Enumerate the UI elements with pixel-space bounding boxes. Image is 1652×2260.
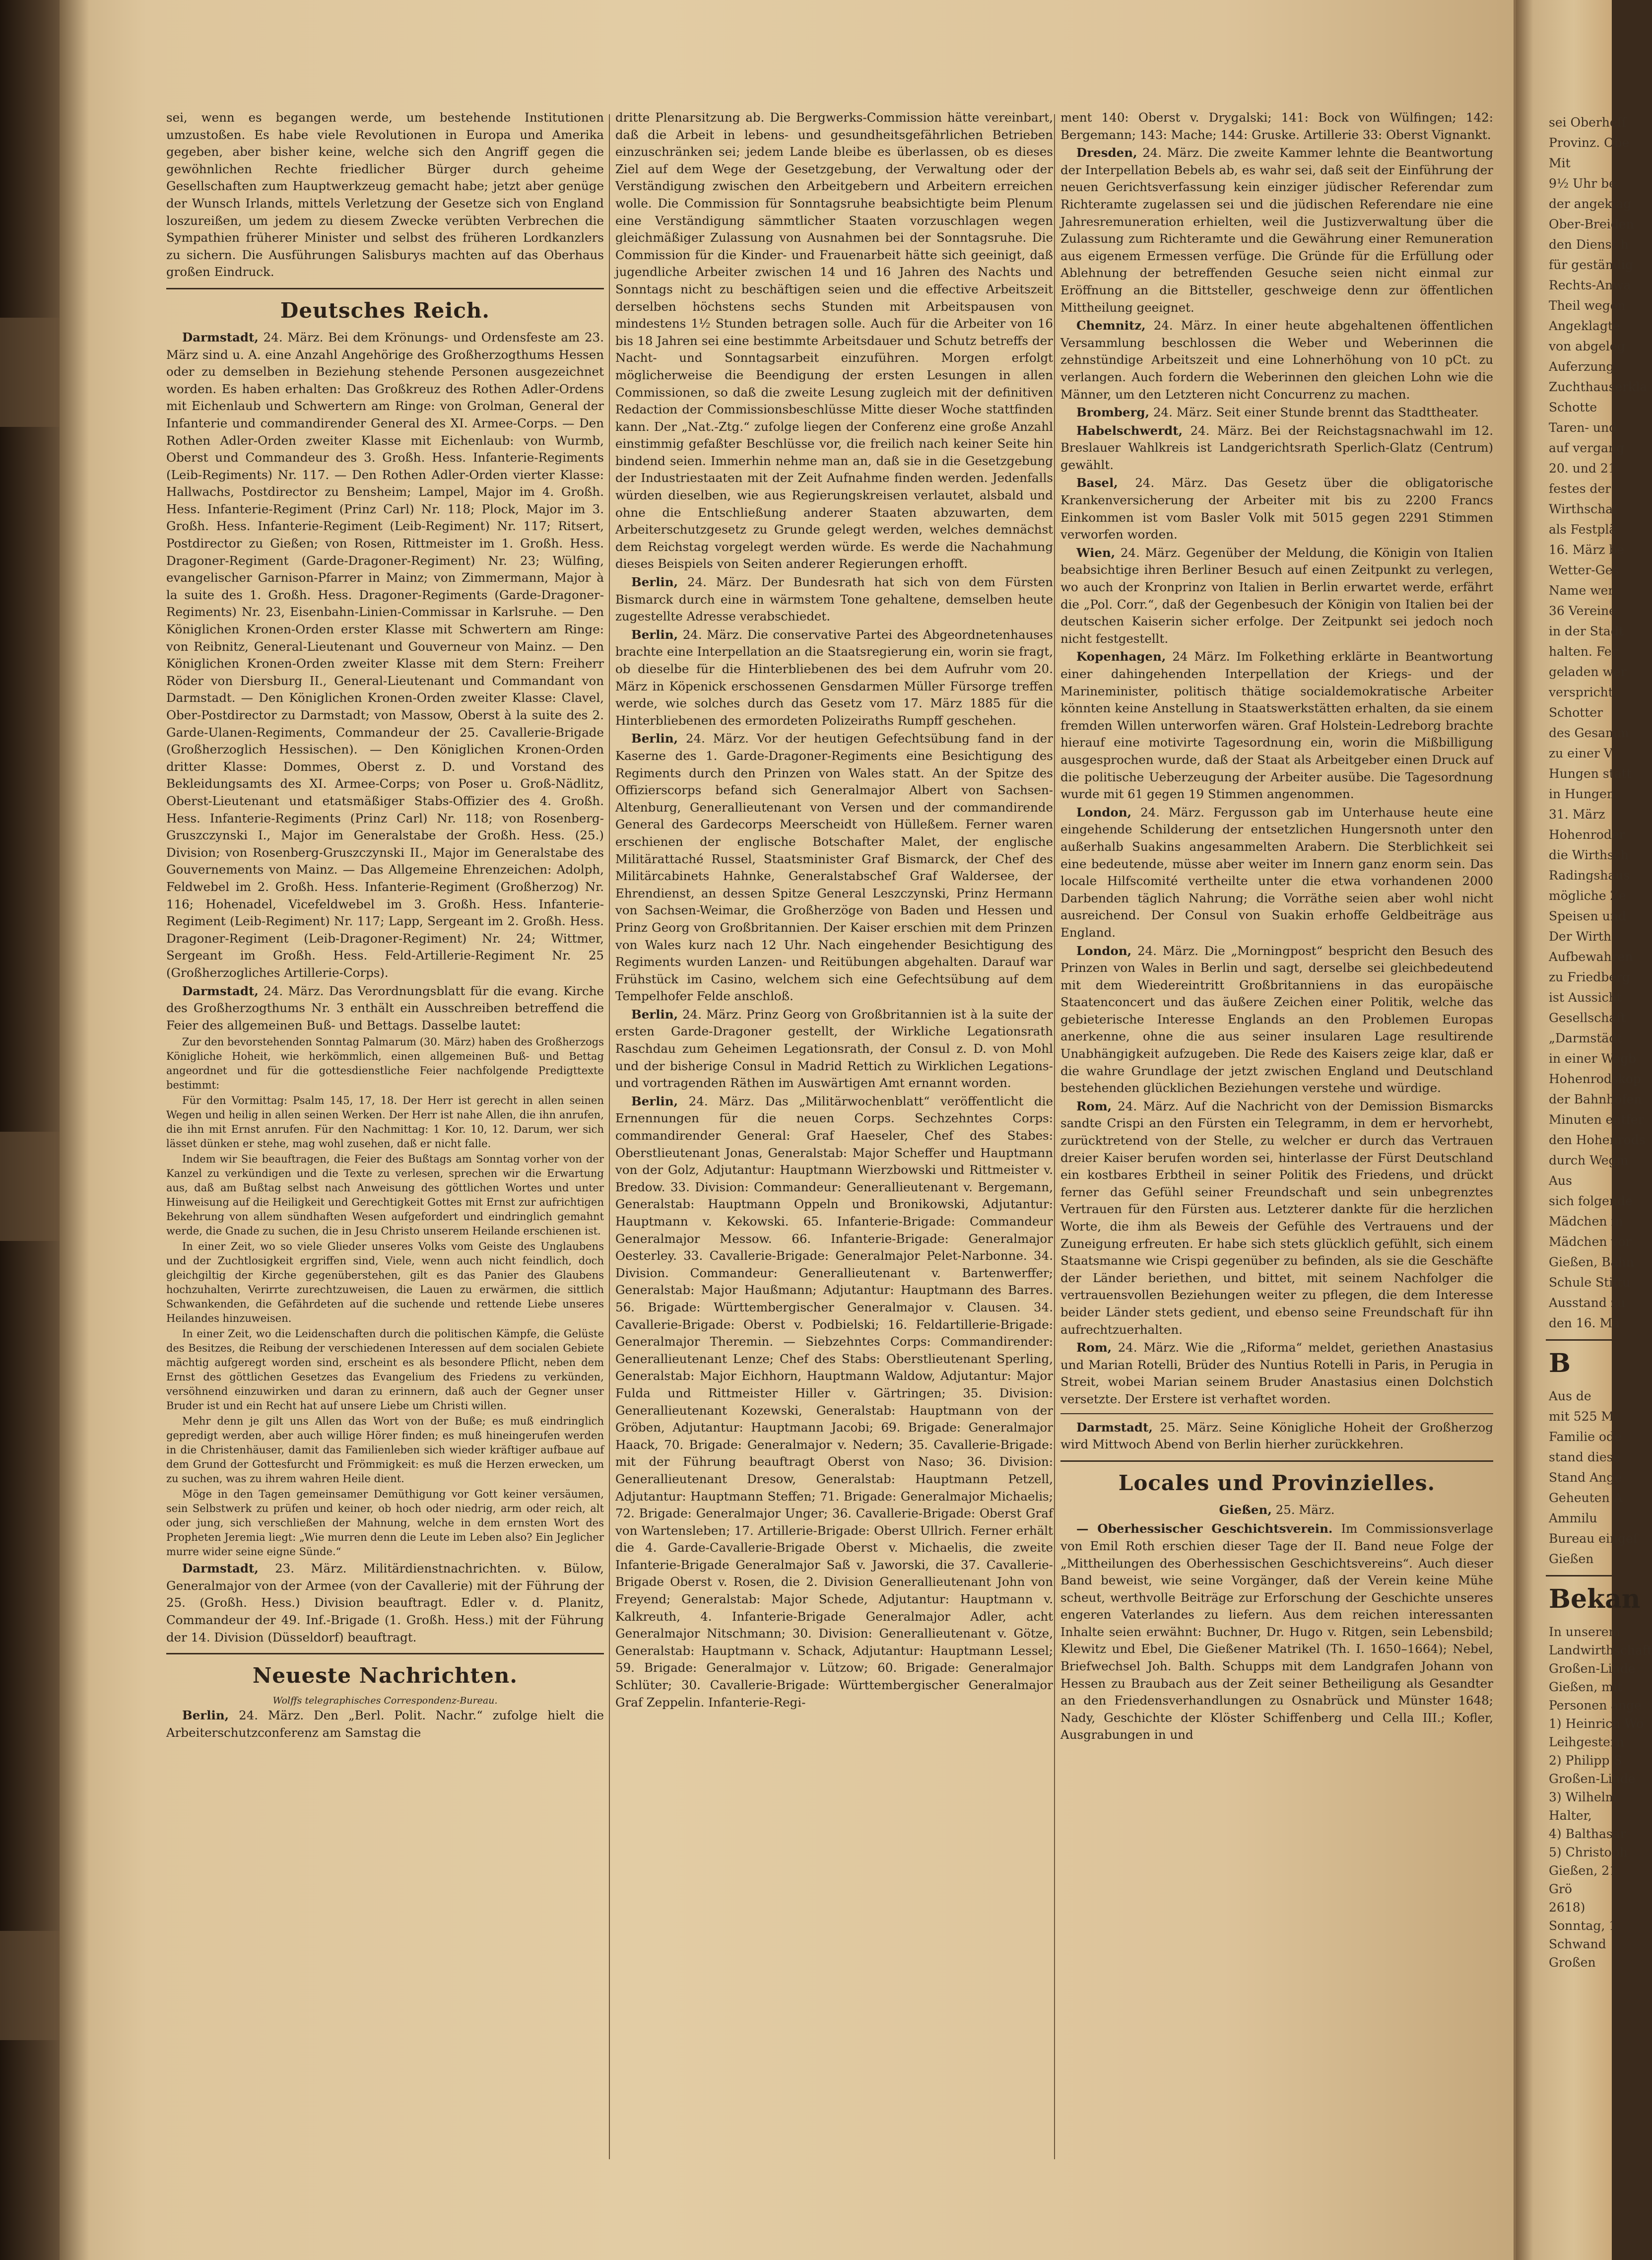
decree-text — [166, 1035, 604, 1559]
fragment-line: Aus — [1549, 1173, 1572, 1188]
decree-paragraph: Zur den bevorstehenden Sonntag Palmarum (30. März) haben des Großherzogs Königliche Hoheit, wie herkömmlich, einen allgemeinen Buß- und Bettag angeordnet und für die gottesdienstliche Feier nachfolgende Predigttexte bestimmt: — [166, 1036, 604, 1092]
fragment-line: des Gesamm — [1549, 726, 1629, 740]
dateline: Berlin, — [631, 1094, 678, 1108]
fragment-line: Gießen, mit — [1549, 1680, 1622, 1694]
article-berlin-conference — [166, 1707, 604, 1741]
fragment-line: Gießen, 21 — [1549, 1863, 1618, 1878]
local-dateline — [1060, 1502, 1493, 1519]
paragraph-lead: sei, wenn es begangen werde, um bestehende Institutionen umzustoßen. Es habe viele Revolutionen in Europa und Amerika gegeben, aber bisher keine, welche sich den Angriff gegen die gewöhnlichen Rechte friedlicher Bürger durch geheime Gesellschaften zum Hauptwerkzeug gemacht habe; jetzt aber genüge der Wunsch Irlands, mittels Verletzung der Gesetze sich von England loszureißen, um jedem zu diesem Zwecke verübten Verbrechen die Sympathien früherer Minister und selbst des früheren Lordkanzlers zu sichern. Die Ausführungen Salisburys machten auf das Oberhaus großen Eindruck. — [166, 110, 604, 279]
fragment-line: Ausstand zu — [1549, 1296, 1626, 1310]
fragment-line: die Wirthsch — [1549, 848, 1629, 862]
fragment-line: zu Friedberg — [1549, 970, 1631, 984]
fragment-line: stand diese — [1549, 1450, 1621, 1464]
fragment-line: Großen-Linde — [1549, 1772, 1636, 1786]
fragment-rule — [1546, 1339, 1612, 1341]
fragment-line: auf vergang — [1549, 441, 1625, 455]
fragment-line: In unserem — [1549, 1625, 1621, 1639]
dateline: Berlin, — [631, 627, 678, 642]
article-prince-wales-review — [615, 730, 1053, 1005]
fragment-rule — [1546, 1575, 1612, 1576]
article-text: 24. März. Seit einer Stunde brennt das Stadttheater. — [1153, 405, 1479, 420]
section-divider — [1060, 1413, 1493, 1414]
fragment-line: halten. Fer — [1549, 644, 1618, 659]
fragment-line: Gießen — [1549, 1552, 1594, 1566]
fragment-line: 2618) — [1549, 1900, 1586, 1915]
decree-paragraph: Mehr denn je gilt uns Allen das Wort von der Buße; es muß eindringlich gepredigt werden, aber auch willige Hörer finden; es muß hineingerufen werden in die Christenhäuser, damit das Familienleben sich wieder kräftiger aufbaue auf dem Grund der Gottesfurcht und Frömmigkeit: es muß die Herzen erwecken, um zu suchen, was zu ihrem wahren Heile dient. — [166, 1415, 604, 1485]
dateline: Chemnitz, — [1076, 318, 1146, 333]
article-militaerwochenblatt — [615, 1093, 1053, 1711]
article-london-famine — [1060, 804, 1493, 942]
fragment-line: „Darmstädt — [1549, 1031, 1622, 1045]
fragment-line: der Bahnhöfen — [1549, 1092, 1642, 1106]
section-title-deutsches-reich: Deutsches Reich. — [280, 298, 490, 323]
article-geschichtsverein — [1060, 1520, 1493, 1744]
dateline: Wien, — [1076, 545, 1116, 560]
fragment-line: Hungen statt — [1549, 766, 1632, 781]
article-kopenhagen — [1060, 648, 1493, 803]
article-chemnitz — [1060, 317, 1493, 403]
column-3 — [1060, 109, 1493, 2169]
article-wien — [1060, 545, 1493, 648]
fragment-line: Gesellschaft — [1549, 1011, 1626, 1025]
fragment-line: Grö — [1549, 1882, 1572, 1896]
article-text: 24. März. Den „Berl. Polit. Nachr.“ zufolge hielt die Arbeiterschutzconferenz am Samstag die — [166, 1708, 604, 1740]
fragment-line: in Hungen — [1549, 787, 1615, 801]
decree-paragraph: Für den Vormittag: Psalm 145, 17, 18. Der Herr ist gerecht in allen seinen Wegen und heilig in allen seinen Werken. Der Herr ist nahe Allen, die ihn anrufen, die ihn mit Ernst anrufen. Für den Nachmittag: 1 Kor. 10, 12. Darum, wer sich lässet dünken er stehe, mag wohl zusehen, daß er nicht falle. — [166, 1095, 604, 1150]
dateline-place: Gießen, — [1219, 1502, 1272, 1517]
fragment-line: Taren- und — [1549, 420, 1617, 435]
fragment-line: 2) Philipp S — [1549, 1753, 1622, 1768]
fragment-line: ist Aussicht — [1549, 990, 1622, 1005]
section-divider — [1060, 1460, 1493, 1462]
fragment-line: 36 Vereine — [1549, 604, 1616, 618]
fragment-line: 1) Heinrich Wo — [1549, 1716, 1644, 1731]
fragment-line: den 16. Mä — [1549, 1316, 1620, 1330]
fragment-heading: Bekan — [1549, 1584, 1641, 1614]
article-text: 24. März. Wie die „Riforma“ meldet, geriethen Anastasius und Marian Rotelli, Brüder des Nuntius Rotelli in Paris, in Perugia in Streit, wobei Marian seinem Bruder Anastasius einen Dolchstich versetzte. Der Erstere ist verhaftet worden. — [1060, 1340, 1493, 1406]
article-darmstadt-grossherzog — [1060, 1419, 1493, 1453]
article-continuation: ment 140: Oberst v. Drygalski; 141: Bock von Wülfingen; 142: Bergemann; 143: Mache; 144: Gruske. Artillerie 33: Oberst Vignankt. — [1060, 110, 1493, 142]
article-text: 24. März. Fergusson gab im Unterhause heute eine eingehende Schilderung der entsetzlichen Hungersnoth unter den außerhalb Suakins angesammelten Arabern. Die Sterblichkeit sei eine bedeutende, müsse aber weiter im Innern ganz enorm sein. Das locale Hilfscomité vertheilte unter die etwa vorhandenen 2000 Darbenden täglich Nahrung; die Vorräthe seien aber wohl nicht ausreichend. Der Consul von Suakin erhoffe Geldbeiträge aus England. — [1060, 805, 1493, 940]
article-bromberg — [1060, 404, 1493, 421]
column-rule-1 — [609, 114, 610, 2159]
dateline: Habelschwerdt, — [1076, 423, 1183, 438]
article-darmstadt-orders — [166, 329, 604, 982]
fragment-line: 31. März — [1549, 807, 1605, 822]
decree-paragraph: Indem wir Sie beauftragen, die Feier des Bußtags am Sonntag vorher von der Kanzel zu verkündigen und die Texte zu verlesen, sprechen wir die Erwartung aus, daß am Bußtag selbst nach Anweisung des göttlichen Wortes und unter Hinweisung auf die Heiligkeit und Gerechtigkeit Gottes mit Ernst zur aufrichtigen Bekehrung von allem sündhaften Wesen aufgefordert und eindringlich gemahnt werde, die Gnade zu suchen, die in Jesu Christo unserem Heilande erschienen ist. — [166, 1153, 604, 1237]
fragment-line: sich folgende — [1549, 1194, 1633, 1208]
fragment-line: Speisen und — [1549, 909, 1626, 923]
fragment-line: Schotte — [1549, 400, 1597, 414]
dateline: Darmstadt, — [1076, 1420, 1153, 1435]
article-text: 24. März. Das „Militärwochenblatt“ veröffentlicht die Ernennungen für die neuen Corps. Sechzehntes Corps: commandirender General: Graf Haeseler, Chef des Stabes: Oberstlieutenant Jonas, Generalstab: Major Scheffer und Hauptmann von der Golz, Adjutantur: Hauptmann Wierzbowski und Rittmeister v. Bredow. 33. Division: Commandeur: Generallieutenant v. Bergemann, Generalstab: Hauptmann Oppeln und Bronikowski, Adjutantur: Hauptmann v. Kekowski. 65. Infanterie-Brigade: Commandeur Generalmajor Messow. 66. Infanterie-Brigade: Generalmajor Oesterley. 33. Cavallerie-Brigade: Generalmajor Pelet-Narbonne. 34. Division. Commandeur: Generallieutenant v. Bartenwerffer; Generalstab: Major Haußmann; Adjutantur: Hauptmann des Barres. 56. Brigade: Württembergischer Generalmajor v. Clausen. 34. Cavallerie-Brigade: Oberst v. Podbielski; 16. Feldartillerie-Brigade: Generalmajor Theremin. — Siebzehntes Corps: Commandirender: Generallieutenant Lenze; Chef des Stabs: Oberstlieutenant Sperling, Generalstab: Major Eichhorn, Hauptmann Waldow, Adjutantur: Major Fulda und Rittmeister Hiller v. Gärtringen; 35. Division: Generallieutenant Kozewski, Generalstab: Hauptmann von der Gröben, Adjutantur: Hauptmann Jacobi; 69. Brigade: Generalmajor Haack, 70. Brigade: Generalmajor v. Nedern; 35. Cavallerie-Brigade: mit der Führung beauftragt Oberst von Naso; 36. Division: Generallieutenant Dresow, Generalstab: Hauptmann Petzell, Adjutantur: Hauptmann Steffen; 71. Brigade: Generalmajor Michaelis; 72. Brigade: Generalmajor Unger; 36. Cavallerie-Brigade: Oberst Graf von Wartensleben; 17. Artillerie-Brigade: Oberst Ullrich. Ferner erhält die 4. Garde-Cavallerie-Brigade Oberst v. Michaelis, die zweite Infanterie-Brigade Generalmajor Saß v. Jaworski, die 37. Cavallerie-Brigade Oberst v. Rosen, die 2. Division Generallieutenant John von Freyend; Generalstab: Major Schede, Adjutantur: Hauptmann v. Kalkreuth, 4. Infanterie-Brigade Generalmajor Adler, acht Generalmajor Nitschmann; 30. Division: Generallieutenant v. Götze, Generalstab: Hauptmann v. Schack, Adjutantur: Hauptmann Lessel; 59. Brigade: Generalmajor v. Lützow; 60. Brigade: Generalmajor Schlüter; 30. Cavallerie-Brigade: Württembergischer Generalmajor Graf Zeppelin. Infanterie-Regi- — [615, 1094, 1053, 1710]
dateline: Berlin, — [182, 1708, 229, 1723]
fragment-line: Ober-Breiden — [1549, 217, 1634, 231]
fragment-line: Aufbewahren — [1549, 950, 1633, 964]
article-rom-riforma — [1060, 1339, 1493, 1408]
fragment-line: Gießen, Bahn — [1549, 1255, 1634, 1269]
dateline: Darmstadt, — [182, 330, 259, 344]
article-text: 24. März. In einer heute abgehaltenen öffentlichen Versammlung beschlossen die Weber und Weberinnen die zehnstündige Arbeitszeit und eine Lohnerhöhung von 10 pCt. zu verlangen. Auch fordern die Weberinnen den gleichen Lohn wie die Männer, um den Letzteren nicht Concurrenz zu machen. — [1060, 318, 1493, 402]
fragment-line: Rechts-Anwa — [1549, 278, 1631, 292]
fragment-line: Wirthschaf — [1549, 502, 1618, 516]
article-london-morningpost — [1060, 943, 1493, 1097]
section-divider — [166, 288, 604, 289]
fragment-line: Aus de — [1549, 1389, 1591, 1403]
decree-paragraph: In einer Zeit, wo die Leidenschaften durch die politischen Kämpfe, die Gelüste des Besitzes, die Reibung der verschiedenen Interessen auf dem socialen Gebiete mächtig aufgeregt worden sind, erscheint es als besondere Pflicht, neben dem Ernst des göttlichen Gesetzes das Evangelium des Friedens zu verkünden, versöhnend einzuwirken und daran zu erinnern, daß auch der Gegner unser Bruder ist und ein Recht hat auf unsere Liebe um Christi willen. — [166, 1328, 604, 1412]
article-text: 24. März. Bei der Reichstagsnachwahl im 12. Breslauer Wahlkreis ist Landgerichtsrath Sperlich-Glatz (Centrum) gewählt. — [1060, 423, 1493, 472]
fragment-line: geladen wer — [1549, 665, 1627, 679]
fragment-line: Ammilu — [1549, 1511, 1597, 1525]
fragment-line: Familie ode — [1549, 1430, 1622, 1444]
article-text: 24. März. Das Gesetz über die obligatorische Krankenversicherung der Arbeiter mit bis zu 2200 Francs Einkommen ist vom Basler Volk mit 5015 gegen 2291 Stimmen verworfen worden. — [1060, 476, 1493, 542]
gutter-shadow — [60, 0, 89, 2260]
fragment-line: Großen — [1549, 1955, 1596, 1970]
article-darmstadt-military — [166, 1560, 604, 1646]
fragment-line: als Festplä — [1549, 522, 1617, 537]
fragment-line: den Dienst h — [1549, 237, 1629, 252]
fragment-line: der angeklag — [1549, 197, 1632, 211]
section-divider — [166, 1653, 604, 1654]
section-title-locales: Locales und Provinzielles. — [1118, 1470, 1436, 1495]
article-text: 24. März. Auf die Nachricht von der Demission Bismarcks sandte Crispi an den Fürsten ein Telegramm, in dem er hervorhebt, zurücktretend von der Stelle, zu welcher er durch das Vertrauen dreier Kaiser berufen worden sei, hinterlasse der Fürst Deutschland ein kostbares Erbtheil in seiner Politik des Friedens, und drückt ferner das Gefühl seiner Freundschaft und sein unbegrenztes Vertrauen für den Fürsten aus. Letzterer dankte für die herzlichen Worte, die ihm als Beweis der Gefühle des Vertrauens und der Zuneigung erfreuten. Er habe sich stets glücklich gefühlt, sich einem Staatsmanne wie Crispi gegenüber zu befinden, als sie die Geschäfte der Länder beriethen, und bittet, mit seinem Nachfolger die vertrauensvollen Beziehungen weiter zu pflegen, die dem Interesse beider Länder stets gedient, und ebenso seine Freundschaft für ihn aufrechtzuerhalten. — [1060, 1098, 1493, 1337]
fragment-line: durch Wegm — [1549, 1153, 1629, 1167]
dateline: Rom, — [1076, 1340, 1112, 1355]
article-bundesrath — [615, 574, 1053, 625]
decree-paragraph: Möge in den Tagen gemeinsamer Demüthigung vor Gott keiner versäumen, sein Selbstwerk zu prüfen und keiner, ob hoch oder niedrig, arm oder reich, alt oder jung, sich verschließen der Mahnung, welche in dem ernsten Wort des Propheten Jeremia liegt: „Wie murren denn die Leute im Leben also? Ein Jeglicher murre wider seine eigne Sünde.“ — [166, 1488, 604, 1558]
fragment-line: Angeklagte — [1549, 319, 1620, 333]
article-lead-title: — Oberhessischer Geschichtsverein. — [1076, 1521, 1333, 1536]
dateline: Berlin, — [631, 575, 678, 590]
article-text: 24. März. Bei dem Krönungs- und Ordensfeste am 23. März sind u. A. eine Anzahl Angehörige des Großherzogthums Hessen oder zu demselben in Beziehung stehende Personen ausgezeichnet worden. Es haben erhalten: Das Großkreuz des Rothen Adler-Ordens mit Eichenlaub und Schwertern am Ringe: von Grolman, General der Infanterie und commandirender General des XI. Armee-Corps. — Den Rothen Adler-Orden zweiter Klasse mit Eichenlaub: von Wurmb, Oberst und Commandeur des 3. Großh. Hess. Infanterie-Regiments (Leib-Regiments) Nr. 117. — Den Rothen Adler-Orden vierter Klasse: Hallwachs, Postdirector zu Bensheim; Lampel, Major im 4. Großh. Hess. Infanterie-Regiment (Prinz Carl) Nr. 118; Plock, Major im 3. Großh. Hess. Infanterie-Regiment (Leib-Regiment) Nr. 117; Ritsert, Postdirector zu Gießen; von Rosen, Rittmeister im 1. Großh. Hess. Dragoner-Regiment (Garde-Dragoner-Regiment) Nr. 23; Wülfing, evangelischer Garnison-Pfarrer in Mainz; von Zimmermann, Major à la suite des 1. Großh. Hess. Dragoner-Regiments (Garde-Dragoner-Regiments) Nr. 23, Eisenbahn-Linien-Commissar in Karlsruhe. — Den Königlichen Kronen-Orden erster Klasse mit Schwertern am Ringe: von Reibnitz, General-Lieutenant und Gouverneur von Mainz. — Den Königlichen Kronen-Orden zweiter Klasse mit dem Stern: Freiherr Röder von Diersburg II., General-Lieutenant und Commandant von Darmstadt. — Den Königlichen Kronen-Orden zweiter Klasse: Clavel, Ober-Postdirector zu Darmstadt; von Massow, Oberst à la suite des 2. Garde-Ulanen-Regiments, Commandeur der 25. Cavallerie-Brigade (Großherzoglich Hessischen). — Den Königlichen Kronen-Orden dritter Klasse: Dommes, Oberst z. D. und Vorstand des Bekleidungsamts des XI. Armee-Corps; von Poser u. Groß-Nädlitz, Oberst-Lieutenant und etatsmäßiger Stabs-Offizier des 4. Großh. Hess. Infanterie-Regiments (Prinz Carl) Nr. 118; von Rosenberg-Gruszczynski I., Major im Generalstabe der Großh. Hess. (25.) Division; von Rosenberg-Gruszczynski II., Major im Generalstabe des Gouvernements von Mainz. — Das Allgemeine Ehrenzeichen: Adolph, Feldwebel im 2. Großh. Hess. Infanterie-Regiment (Großherzog) Nr. 116; Hohenadel, Vicefeldwebel im 3. Großh. Hess. Infanterie-Regiment (Leib-Regiment) Nr. 117; Lapp, Sergeant im 2. Großh. Hess. Dragoner-Regiment (Leib-Dragoner-Regiment) Nr. 24; Wittmer, Sergeant im Großh. Hess. Feld-Artillerie-Regiment Nr. 25 (Großherzogliches Artillerie-Corps). — [166, 330, 604, 980]
fragment-line: den Hohenrods — [1549, 1133, 1646, 1147]
column-rule-2 — [1054, 114, 1055, 2159]
dateline: Berlin, — [631, 1007, 678, 1022]
fragment-line: Sonntag, 1 — [1549, 1918, 1617, 1933]
article-text: 24. März. Die zweite Kammer lehnte die Beantwortung der Interpellation Bebels ab, es wahr sei, daß seit der Einführung der neuen Gerichtsverfassung kein einziger jüdischer Referendar zum Richteramte zugelassen sei und die jüdischen Referendare nie eine Jahresremuneration erhielten, weil die Justizverwaltung über die Zulassung zum Richteramte und die Gewährung einer Remuneration aus eigenem Ermessen verfüge. Die Gründe für die Erfüllung oder Ablehnung der betreffenden Gesuche seien nicht einmal zur Eröffnung an die Bittsteller, geschweige denn zur öffentlichen Mittheilung geeignet. — [1060, 145, 1493, 315]
fragment-line: mit 525 M — [1549, 1409, 1614, 1424]
fragment-line: Mädchen vor — [1549, 1234, 1632, 1249]
fragment-line: Hohenroder — [1549, 827, 1625, 842]
fragment-line: Leihgestern — [1549, 1735, 1625, 1749]
fragment-line: Mädchen in — [1549, 1214, 1623, 1229]
article-text: 24. März. Die „Morningpost“ bespricht den Besuch des Prinzen von Wales in Berlin und sagt, derselbe sei gleichbedeutend mit dem Wiedereintritt Großbritanniens in das europäische Staatenconcert und das äußere Zeichen einer Politik, welche das gebieterische Interesse Englands an den Problemen Europas anerkenne, ohne die aus seiner insularen Lage resultirende Unabhängigkeit aufzugeben. Die Rede des Kaisers zeige klar, daß er die wahre Grundlage der jetzt zwischen England und Deutschland bestehenden glücklichen Beziehungen verstehe und würdige. — [1060, 943, 1494, 1096]
fragment-line: Minuten entfer — [1549, 1112, 1644, 1127]
article-darmstadt-busstag — [166, 983, 604, 1034]
article-text: 23. März. Militärdienstnachrichten. v. Bülow, Generalmajor von der Armee (von der Cavallerie) mit der Führung der 25. (Großh. Hess.) Division beauftragt. Edler v. d. Planitz, Commandeur der 49. Inf.-Brigade (1. Großh. Hess.) mit der Führung der 14. Division (Düsseldorf) beauftragt. — [166, 1561, 604, 1644]
fragment-line: in der Stadt — [1549, 624, 1624, 638]
fragment-line: festes der — [1549, 481, 1611, 496]
fragment-line: Personen ange — [1549, 1698, 1642, 1712]
article-text: 24. März. Das Verordnungsblatt für die evang. Kirche des Großherzogthums Nr. 3 enthält ein Ausschreiben betreffend die Feier des allgemeinen Buß- und Bettags. Dasselbe lautet: — [166, 983, 604, 1032]
fragment-line: Schwand — [1549, 1937, 1606, 1951]
fragment-line: Wetter-Ges — [1549, 563, 1619, 577]
article-text: 25. März. Seine Königliche Hoheit der Großherzog wird Mittwoch Abend von Berlin hierher zurückkehren. — [1060, 1420, 1493, 1452]
article-conservative-party — [615, 626, 1053, 730]
fragment-line: Landwirthschaft — [1549, 1643, 1652, 1657]
fragment-line: Großen-Linde — [1549, 1661, 1636, 1676]
column-1 — [166, 109, 604, 2169]
fragment-line: in einer Wegb — [1549, 1051, 1637, 1066]
fragment-line: Halter, — [1549, 1808, 1592, 1823]
dateline: London, — [1076, 805, 1132, 820]
fragment-line: 16. März be — [1549, 543, 1625, 557]
article-text: 24. März. Vor der heutigen Gefechtsübung fand in der Kaserne des 1. Garde-Dragoner-Regiments eine Besichtigung des Regiments durch den Prinzen von Wales statt. An der Spitze des Offizierscorps befand sich Generalmajor Albert von Sachsen-Altenburg, Generallieutenant von Versen und der commandirende General des Gardecorps Meerscheidt von Hülleßem. Ferner waren erschienen der englische Botschafter Malet, der englische Militärattaché Russel, Staatsminister Graf Bismarck, der Chef des Militärcabinets Hahnke, Generalstabschef Graf Waldersee, der Ehrendienst, an dessen Spitze General Leszczynski, Prinz Hermann von Sachsen-Weimar, die Großherzöge von Baden und Hessen und Prinz Georg von Großbritannien. Der Kaiser erschien mit dem Prinzen von Wales kurz nach 12 Uhr. Nach eingehender Besichtigung des Regiments wurden Lanzen- und Reitübungen abgehalten. Darauf war Frühstück im Casino, welchem sich eine Gefechtsübung auf dem Tempelhofer Felde anschloß. — [615, 731, 1053, 1004]
fragment-line: sei Oberheſſ — [1549, 115, 1627, 130]
fragment-line: Bureau eingeſ — [1549, 1531, 1638, 1546]
column-2 — [615, 109, 1053, 2169]
article-text: 24. März. Die conservative Partei des Abgeordnetenhauses brachte eine Interpellation an die Staatsregierung ein, worin sie fragt, ob dieselbe für die Hinterbliebenen des bei dem Aufruhr vom 20. März in Köpenick erschossenen Gensdarmen Müller Fürsorge treffen werde, wie solches durch das Gesetz vom 17. März 1885 für die Hinterbliebenen des ermordeten Polizeiraths Rumpff geschehen. — [615, 627, 1053, 728]
decree-paragraph: In einer Zeit, wo so viele Glieder unseres Volks vom Geiste des Unglaubens und der Zuchtlosigkeit ergriffen sind, Viele, wenn auch nicht feindlich, doch gleichgiltig der Kirche gegenüberstehen, gilt es das Panier des Glaubens hochzuhalten, Verirrte zurechtzuweisen, die Lauen zu erwärmen, die sittlich Schwankenden, die Gefährdeten auf die suchende und rettende Liebe unseres Heilandes hinzuweisen. — [166, 1240, 604, 1325]
article-habelschwerdt — [1060, 422, 1493, 474]
article-basel — [1060, 475, 1493, 543]
dateline: Berlin, — [631, 731, 678, 746]
fragment-line: verspricht — [1549, 685, 1613, 699]
article-text: 24 März. Im Folkething erklärte in Beantwortung einer dahingehenden Interpellation der Kriegs- und der Marineminister, politisch thätige socialdemokratische Arbeiter könnten keine Anstellung in Staatswerkstätten erhalten, da sie einem fremden Willen unterworfen wären. Graf Holstein-Ledreborg brachte hierauf eine motivirte Tagesordnung ein, worin die Mißbilligung ausgesprochen wurde, daß der Staat als Arbeitgeber einen Druck auf die politische Ueberzeugung der Arbeiter ausübe. Die Tagesordnung wurde mit 61 gegen 19 Stimmen angenommen. — [1060, 649, 1493, 802]
article-text: Im Commissionsverlage von Emil Roth erschien dieser Tage der II. Band neue Folge der „Mittheilungen des Oberhessischen Geschichtsvereins“. Auch dieser Band beweist, wie seine Vorgänger, daß der Verein keine Mühe scheut, werthvolle Beiträge zur Erforschung der Geschichte unseres engeren Vaterlandes zu liefern. Aus dem reichen interessanten Inhalte seien erwähnt: Buchner, Dr. Hugo v. Ritgen, sein Lebensbild; Klewitz und Ebel, Die Gießener Matrikel (Th. I. 1650–1664); Nebel, Briefwechsel Joh. Balth. Schupps mit dem Landgrafen Johann von Hessen zu Braubach aus der Zeit seiner Betheiligung als Gesandter an den Friedensverhandlungen zu Osnabrück und Münster 1648; Nady, Geschichte der Klöster Schiffenberg und Cella III.; Kofler, Ausgrabungen in und — [1060, 1521, 1493, 1742]
dateline-date: 25. März. — [1275, 1502, 1335, 1517]
fragment-line: Provinz. Obe — [1549, 136, 1630, 150]
dateline: Dresden, — [1076, 145, 1137, 160]
fragment-line: 20. und 21 — [1549, 461, 1616, 476]
dateline: Rom, — [1076, 1098, 1112, 1113]
article-continuation: dritte Plenarsitzung ab. Die Bergwerks-Commission hätte vereinbart, daß die Arbeit in lebens- und gesundheitsgefährlichen Betrieben einzuschränken sei; jedem Lande bleibe es überlassen, ob es dieses Ziel auf dem Wege der Gesetzgebung, der Verwaltung oder der Verständigung zwischen den Arbeitgebern und Arbeitern erreichen wolle. Die Commission für Sonntagsruhe beabsichtigte beim Plenum eine Verständigung sämmtlicher Staaten vorzuschlagen wegen gleichmäßiger Zulassung von Ausnahmen bei der Sonntagsruhe. Die Commission für die Kinder- und Frauenarbeit hätte sich geeinigt, daß jugendliche Arbeiter zwischen 14 und 16 Jahren des Nachts und Sonntags nicht zu beschäftigen seien und die effective Arbeitszeit derselben höchstens sechs Stunden mit Arbeitspausen von mindestens 1½ Stunden betragen solle. Auch für die Arbeiter von 16 bis 18 Jahren sei eine bestimmte Arbeitsdauer und Schutz betreffs der Nacht- und Sonntagsarbeit einzuführen. Morgen erfolgt möglicherweise die Beendigung der ersten Lesungen in allen Commissionen, so daß die zweite Lesung zugleich mit der definitiven Redaction der Commissionsbeschlüsse Mitte dieser Woche stattfinden kann. Der „Nat.-Ztg.“ zufolge liegen der Conferenz eine große Anzahl einstimmig gefaßter Beschlüsse vor, die freilich nach keiner Seite hin bindend seien. Immerhin nehme man an, daß sie in die Gesetzgebung der Industriestaaten mit der Zeit Aufnahme finden werden. Jedenfalls würden dieselben, wie aus Regierungskreisen verlautet, alsbald und ohne die Entschließung anderer Staaten abzuwarten, dem Arbeiterschutzgesetz zu Grunde gelegt werden, welches demnächst dem Reichstag vorgelegt werden würde. Es werde die Nachahmung dieses Beispiels von Seiten anderer Regierungen erhofft. — [615, 110, 1053, 571]
wire-service-credit: Wolffs telegraphisches Correspondenz-Bureau. — [272, 1695, 498, 1707]
fragment-line: 4) Balthasar — [1549, 1827, 1626, 1841]
fragment-line: Zuchthauserkla — [1549, 380, 1648, 394]
article-text: 24. März. Gegenüber der Meldung, die Königin von Italien beabsichtige ihren Berliner Besuch auf einen Zeitpunkt zu verlegen, wo auch der Kronprinz von Italien in Berlin erwartet werde, erfährt die „Pol. Corr.“, daß der Gegenbesuch der Königin von Italien bei der deutschen Kaiserin sicher erfolge. Der Zeitpunkt sei jedoch noch nicht festgestellt. — [1060, 545, 1494, 646]
dateline: London, — [1076, 943, 1132, 958]
dateline: Darmstadt, — [182, 1561, 259, 1576]
fragment-line: Theil wegen — [1549, 298, 1626, 313]
article-rom-crispi — [1060, 1098, 1493, 1338]
fragment-line: Radingshaus — [1549, 868, 1630, 883]
fragment-line: 3) Wilhelm — [1549, 1790, 1617, 1804]
fragment-line: für geständig — [1549, 258, 1633, 272]
article-text: 24. März. Der Bundesrath hat sich von dem Fürsten Bismarck durch eine in wärmstem Tone gehaltene, demselben heute zugestellte Adresse verabschiedet. — [615, 575, 1053, 624]
fragment-line: Hohenrodskop — [1549, 1072, 1641, 1086]
fragment-line: Name wer — [1549, 583, 1614, 598]
article-dresden — [1060, 144, 1493, 316]
fragment-line: mögliche Ze — [1549, 889, 1626, 903]
dateline: Bromberg, — [1076, 405, 1150, 420]
article-prince-george — [615, 1006, 1053, 1092]
fragment-line: Geheuten A — [1549, 1491, 1623, 1505]
section-title-neueste-nachrichten: Neueste Nachrichten. — [253, 1663, 518, 1688]
adjacent-page-fragment — [1516, 0, 1652, 2260]
fragment-line: Stand Ange — [1549, 1470, 1622, 1485]
fragment-line: Der Wirth — [1549, 929, 1612, 944]
fragment-line: 5) Christoph — [1549, 1845, 1628, 1859]
fragment-line: von abgeleg — [1549, 339, 1625, 353]
dateline: Darmstadt, — [182, 983, 259, 998]
fragment-line: Schotter — [1549, 705, 1603, 720]
fragment-heading: B — [1549, 1348, 1571, 1378]
fragment-line: zu einer V — [1549, 746, 1613, 760]
dateline: Kopenhagen, — [1076, 649, 1166, 664]
dateline: Basel, — [1076, 476, 1118, 490]
fragment-line: Mit — [1549, 156, 1571, 170]
fragment-line: Schule Stiftu — [1549, 1275, 1631, 1290]
fragment-line: 9½ Uhr be — [1549, 176, 1616, 191]
article-text: 24. März. Prinz Georg von Großbritannien ist à la suite der ersten Garde-Dragoner gestellt, der Wirkliche Legationsrath Raschdau zum Geheimen Legationsrath, der Consul z. D. von Mohl und der bisherige Consul in Madrid Rettich zu Wirklichen Legations- und vortragenden Räthen im Auswärtigen Amt ernannt worden. — [615, 1007, 1053, 1091]
fragment-line: Auferzung — [1549, 359, 1614, 374]
